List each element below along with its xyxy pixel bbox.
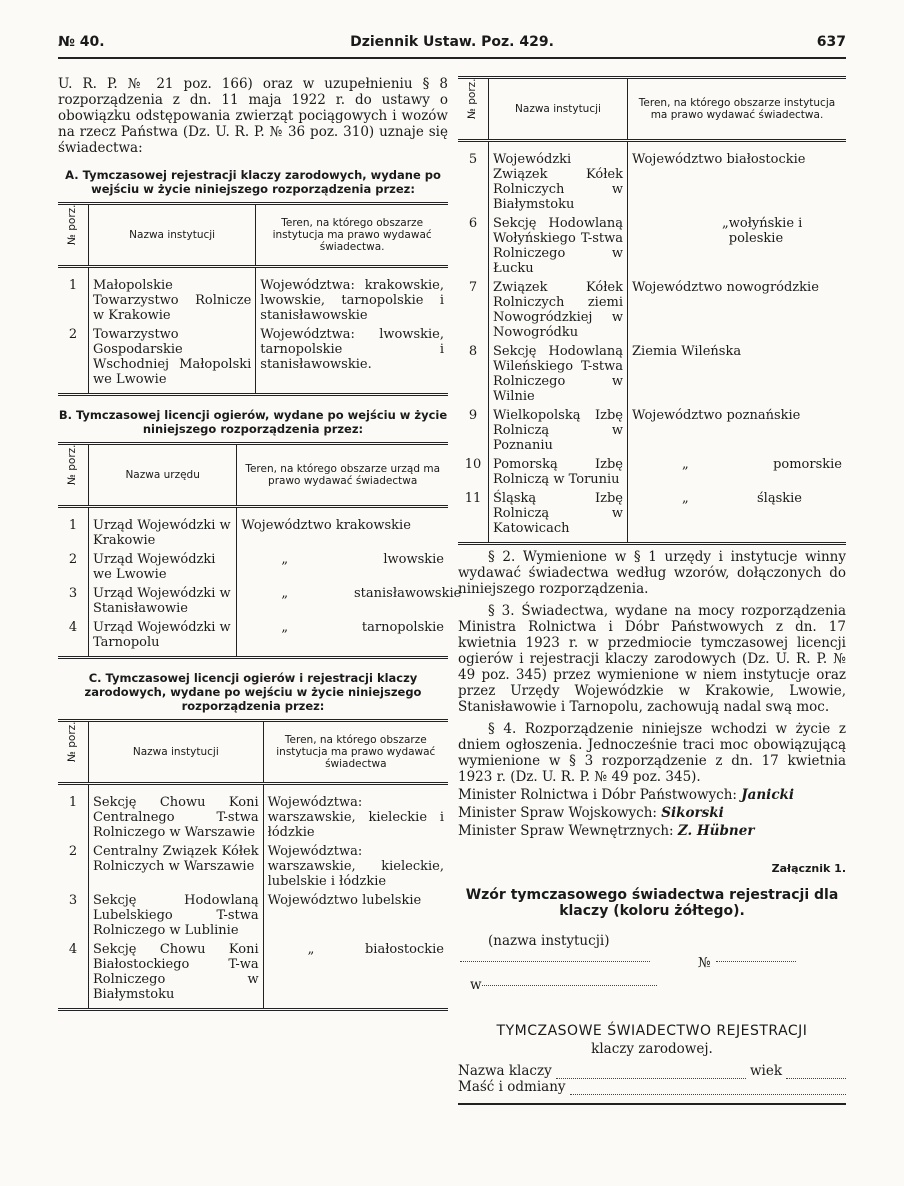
- col-number-header: № porz.: [58, 444, 89, 507]
- issue-number: № 40.: [58, 34, 105, 50]
- table-row: 10 Pomorską Izbę Rolniczą w Toruniu „ pomorskie: [458, 455, 846, 489]
- table-a: [58, 202, 448, 396]
- institution-placeholder: (nazwa instytucji): [488, 933, 610, 949]
- col-number-header: № porz.: [458, 78, 489, 141]
- col-name-header: Nazwa instytucji: [89, 204, 256, 267]
- col-number-header: № porz.: [58, 721, 89, 784]
- col-number-header: № porz.: [58, 204, 89, 267]
- table-row: 1 Sekcję Chowu Koni Centralnego T-stwa Rolniczego w Warszawie Województwa: warszawskie, kieleckie i łódzkie: [58, 784, 448, 843]
- intro-paragraph: U. R. P. № 21 poz. 166) oraz w uzupełnieniu § 8 rozporządzenia z dn. 11 maja 1922 r. do ustawy o obowiązku odstępowania zwierząt pociągowych i wozów na rzecz Państwa (Dz. U. R. P. № 36 poz. 310) uznaje się świadectwa:: [58, 76, 448, 156]
- left-column: [58, 76, 462, 1011]
- bottom-rule: [458, 1103, 846, 1105]
- table-row: 2 Urząd Wojewódzki we Lwowie „ lwowskie: [58, 550, 448, 584]
- form-title: Wzór tymczasowego świadectwa rejestracji dla klaczy (koloru żółtego).: [465, 887, 839, 919]
- col-name-header: Nazwa instytucji: [89, 721, 264, 784]
- col-area-header: Teren, na którego obszarze instytucja ma prawo wydawać świadectwa: [263, 721, 448, 784]
- col-name-header: Nazwa instytucji: [489, 78, 628, 141]
- table-row: 3 Urząd Wojewódzki w Stanisławowie „ stanisławowskie: [58, 584, 448, 618]
- certificate-title: TYMCZASOWE ŚWIADECTWO REJESTRACJI: [496, 1023, 808, 1039]
- field-row-1: Nazwa klaczy wiek: [458, 1063, 846, 1079]
- table-row: 5 Wojewódzki Związek Kółek Rolniczych w Białymstoku Województwo białostockie: [458, 141, 846, 215]
- form-lines: [458, 955, 846, 1001]
- signature-agriculture: Minister Rolnictwa i Dóbr Państwowych: Janicki: [458, 787, 795, 803]
- table-row: 9 Wielkopolską Izbę Rolniczą w Poznaniu Województwo poznańskie: [458, 406, 846, 455]
- table-b: [58, 442, 462, 659]
- annex-label: Załącznik 1.: [771, 862, 846, 875]
- table-row: 1 Urząd Wojewódzki w Krakowie Województwo krakowskie: [58, 507, 448, 551]
- certificate-subtitle: klaczy zarodowej.: [591, 1041, 713, 1057]
- section-a-heading: A. Tymczasowej rejestracji klaczy zarodowych, wydane po wejściu w życie niniejszego rozporządzenia przez:: [65, 168, 441, 196]
- paragraph-4: § 4. Rozporządzenie niniejsze wchodzi w życie z dniem ogłoszenia. Jednocześnie traci moc obowiązującą wymienione w § 3 rozporządzenie z dn. 17 kwietnia 1923 r. (Dz. U. R. P. № 49 poz. 345).: [458, 721, 846, 785]
- table-row: 4 Urząd Wojewódzki w Tarnopolu „ tarnopolskie: [58, 618, 448, 658]
- number-label: №: [698, 955, 711, 971]
- w-label: w: [470, 977, 482, 993]
- right-column: [458, 76, 846, 1113]
- col-area-header: Teren, na którego obszarze instytucja ma prawo wydawać świadectwa.: [256, 204, 448, 267]
- col-area-header: Teren, na którego obszarze urząd ma prawo wydawać świadectwa: [237, 444, 448, 507]
- table-row: 2 Towarzystwo Gospodarskie Wschodniej Małopolski we Lwowie Województwa: lwowskie, tarnopolskie i stanisławowskie.: [58, 325, 448, 395]
- table-row: 7 Związek Kółek Rolniczych ziemi Nowogródzkiej w Nowogródku Województwo nowogródzkie: [458, 278, 846, 342]
- signature-interior: Minister Spraw Wewnętrznych: Z. Hübner: [458, 823, 755, 839]
- field-row-2: Maść i odmiany: [458, 1079, 846, 1095]
- page-header: [58, 34, 846, 56]
- section-c-heading: C. Tymczasowej licencji ogierów i rejestracji klaczy zarodowych, wydane po wejściu w życie niniejszego rozporządzenia przez:: [84, 671, 422, 713]
- table-d: [458, 76, 846, 545]
- header-rule: [58, 57, 846, 59]
- table-row: 4 Sekcję Chowu Koni Białostockiego T-wa Rolniczego w Białymstoku „ białostockie: [58, 940, 448, 1010]
- col-area-header: Teren, na którego obszarze instytucja ma prawo wydawać świadectwa.: [628, 78, 847, 141]
- table-row: 2 Centralny Związek Kółek Rolniczych w Warszawie Województwa: warszawskie, kieleckie, lubelskie i łódzkie: [58, 842, 448, 891]
- table-row: 1 Małopolskie Towarzystwo Rolnicze w Krakowie Województwa: krakowskie, lwowskie, tarnopolskie i stanisławowskie: [58, 267, 448, 326]
- table-row: 11 Śląską Izbę Rolniczą w Katowicach „ śląskie: [458, 489, 846, 544]
- paragraph-3: § 3. Świadectwa, wydane na mocy rozporządzenia Ministra Rolnictwa i Dóbr Państwowych z dn. 17 kwietnia 1923 r. w przedmiocie tymczasowej licencji ogierów i rejestracji klaczy zarodowych (Dz. U. R. P. № 49 poz. 345) przez wymienione w niem instytucje oraz przez Urzędy Wojewódzkie w Krakowie, Lwowie, Stanisławowie i Tarnopolu, zachowują nadal swą moc.: [458, 603, 846, 715]
- signature-military: Minister Spraw Wojskowych: Sikorski: [458, 805, 724, 821]
- col-name-header: Nazwa urzędu: [89, 444, 237, 507]
- table-c: [58, 719, 448, 1011]
- table-row: 3 Sekcję Hodowlaną Lubelskiego T-stwa Rolniczego w Lublinie Województwo lubelskie: [58, 891, 448, 940]
- journal-title: Dziennik Ustaw. Poz. 429.: [350, 34, 554, 50]
- paragraph-2: § 2. Wymienione w § 1 urzędy i instytucje winny wydawać świadectwa według wzorów, dołączonych do niniejszego rozporządzenia.: [458, 549, 846, 597]
- table-row: 6 Sekcję Hodowlaną Wołyńskiego T-stwa Rolniczego w Łucku „ wołyńskie i poleskie: [458, 214, 846, 278]
- table-row: 8 Sekcję Hodowlaną Wileńskiego T-stwa Rolniczego w Wilnie Ziemia Wileńska: [458, 342, 846, 406]
- page-number: 637: [816, 34, 846, 50]
- section-b-heading: B. Tymczasowej licencji ogierów, wydane po wejściu w życie niniejszego rozporządzenia przez:: [58, 408, 448, 436]
